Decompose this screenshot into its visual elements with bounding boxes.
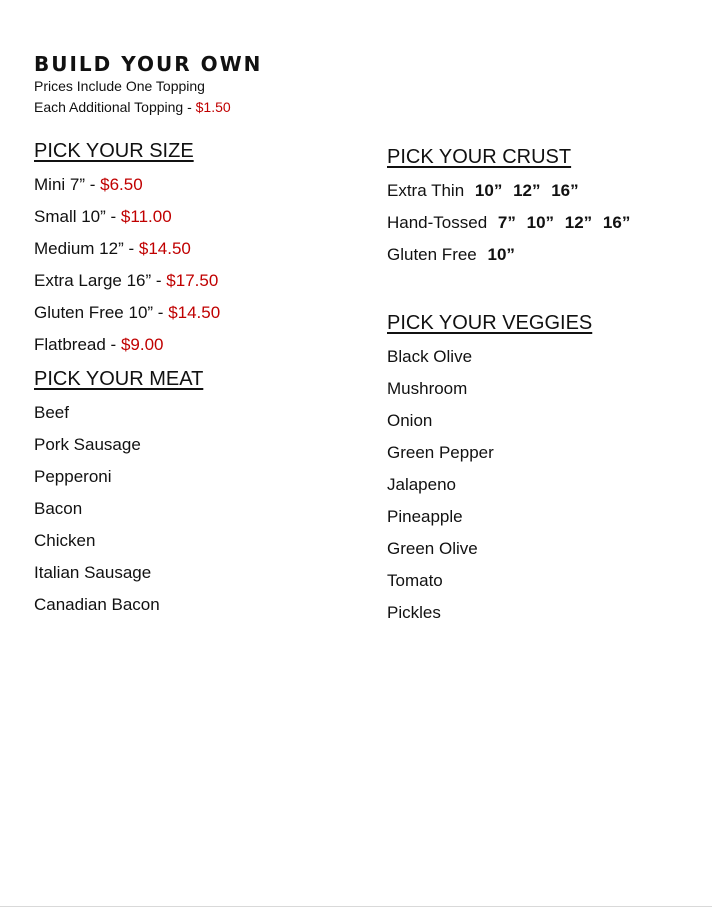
crust-size: 10”	[526, 213, 555, 232]
size-item: Small 10” - $11.00	[34, 207, 172, 226]
left-column	[34, 139, 354, 621]
veggie-item: Mushroom	[387, 379, 468, 398]
size-price: $17.50	[166, 271, 219, 290]
additional-topping-price: $1.50	[195, 99, 231, 115]
size-item: Flatbread - $9.00	[34, 335, 164, 354]
veggie-item: Onion	[387, 411, 433, 430]
size-item: Mini 7” - $6.50	[34, 175, 143, 194]
crust-item	[387, 207, 687, 239]
size-item: Medium 12” - $14.50	[34, 239, 191, 258]
page-bottom-divider	[0, 906, 712, 907]
size-price: $14.50	[138, 239, 191, 258]
pricing-note-1: Prices Include One Topping	[34, 78, 205, 94]
crust-size: 16”	[602, 213, 631, 232]
size-item: Extra Large 16” - $17.50	[34, 271, 219, 290]
menu-header	[34, 52, 262, 118]
crust-size: 10”	[487, 245, 515, 264]
veggies-list	[387, 341, 687, 629]
crust-item	[387, 239, 687, 271]
crust-size: 16”	[551, 181, 579, 200]
crust-size: 12”	[564, 213, 593, 232]
size-item: Gluten Free 10” - $14.50	[34, 303, 221, 322]
size-price: $11.00	[120, 207, 172, 226]
crust-list	[387, 175, 687, 271]
size-price: $9.00	[120, 335, 164, 354]
veggie-item: Pineapple	[387, 507, 463, 526]
crust-size: 12”	[513, 181, 541, 200]
meat-item: Canadian Bacon	[34, 595, 160, 614]
meat-item: Pork Sausage	[34, 435, 141, 454]
page-title: BUILD YOUR OWN	[34, 52, 263, 76]
meat-list	[34, 397, 354, 621]
meat-item: Beef	[34, 403, 69, 422]
veggie-item: Jalapeno	[387, 475, 457, 494]
meat-item: Bacon	[34, 499, 83, 518]
crust-section	[387, 145, 687, 271]
crust-item	[387, 175, 687, 207]
size-price: $14.50	[168, 303, 221, 322]
size-list	[34, 169, 354, 361]
meat-item: Chicken	[34, 531, 96, 550]
meat-section-title: PICK YOUR MEAT	[34, 368, 204, 390]
veggie-item: Black Olive	[387, 347, 473, 366]
pricing-note-2	[34, 97, 262, 118]
crust-section-title: PICK YOUR CRUST	[387, 146, 572, 168]
veggies-section-title: PICK YOUR VEGGIES	[387, 312, 593, 334]
veggie-item: Tomato	[387, 571, 443, 590]
size-section-title: PICK YOUR SIZE	[34, 140, 194, 162]
right-column	[387, 145, 687, 629]
veggie-item: Pickles	[387, 603, 441, 622]
size-section	[34, 139, 354, 361]
additional-topping-label: Each Additional Topping -	[34, 99, 192, 115]
veggie-item: Green Pepper	[387, 443, 494, 462]
meat-item: Pepperoni	[34, 467, 112, 486]
crust-label: Extra Thin	[387, 181, 465, 200]
meat-item: Italian Sausage	[34, 563, 152, 582]
crust-size: 10”	[474, 181, 503, 200]
size-price: $6.50	[100, 175, 143, 194]
meat-section	[34, 367, 354, 621]
veggies-section	[387, 311, 687, 629]
crust-label: Hand-Tossed	[387, 213, 488, 232]
crust-label: Gluten Free	[387, 245, 477, 264]
veggie-item: Green Olive	[387, 539, 478, 558]
crust-size: 7”	[497, 213, 516, 232]
